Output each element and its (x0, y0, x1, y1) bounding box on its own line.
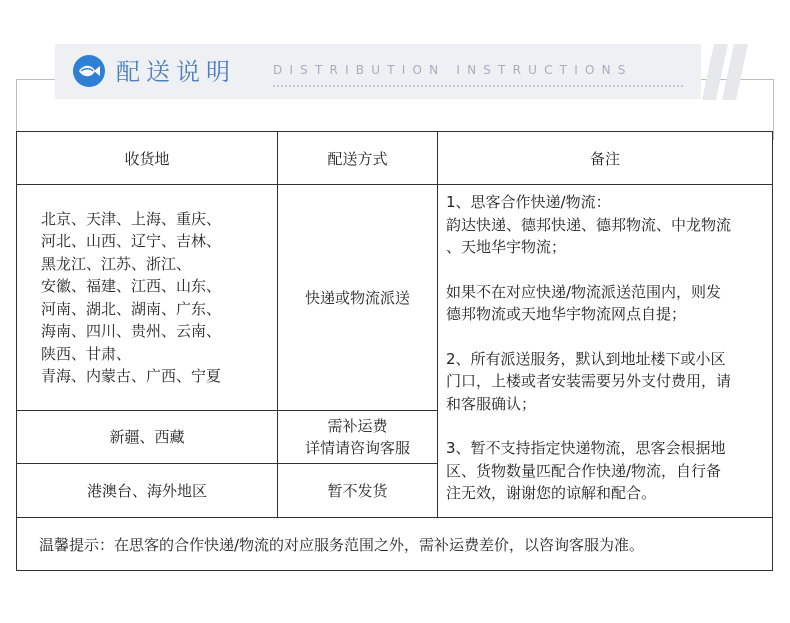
note-block (446, 281, 772, 326)
note-line: 注无效，谢谢您的谅解和配合。 (446, 484, 657, 502)
warm-tip: 温馨提示：在思客的合作快递/物流的对应服务范围之外，需补运费差价，以咨询客服为准。 (17, 518, 773, 571)
region-line: 新疆、西藏 (109, 428, 185, 446)
region-line: 青海、内蒙古、广西、宁夏 (41, 367, 222, 385)
distribution-table (16, 131, 773, 571)
note-line: 3、暂不支持指定快递物流，思客会根据地 (446, 439, 726, 457)
method-line: 暂不发货 (327, 481, 388, 500)
method-cell (278, 464, 438, 518)
page-subtitle: DISTRIBUTION INSTRUCTIONS (273, 63, 633, 77)
region-line: 港澳台、海外地区 (86, 481, 207, 500)
region-cell (17, 411, 278, 464)
note-block (446, 191, 772, 259)
note-line: 区、货物数量匹配合作快递/物流，自行备 (446, 461, 722, 480)
notes-cell (438, 185, 773, 518)
fish-logo-icon (73, 55, 105, 87)
note-line: 、天地华宇物流； (446, 238, 567, 256)
dotted-divider (273, 85, 683, 87)
column-header-notes: 备注 (438, 132, 773, 185)
note-line: 和客服确认； (446, 394, 537, 413)
note-line: 2、所有派送服务，默认到地址楼下或小区 (446, 349, 726, 368)
method-cell (278, 185, 438, 411)
region-line: 河南、湖北、湖南、广东、 (41, 299, 222, 318)
region-line: 河北、山西、辽宁、吉林、 (41, 232, 222, 250)
note-line: 如果不在对应快递/物流派送范围内，则发 (446, 282, 722, 301)
region-line: 黑龙江、江苏、浙江、 (41, 254, 192, 273)
note-line: 1、思客合作快递/物流： (446, 193, 611, 211)
method-cell (278, 411, 438, 464)
page-title: 配送说明 (116, 58, 236, 86)
note-block (446, 348, 772, 416)
method-line: 详情请咨询客服 (304, 439, 410, 457)
note-line: 门口，上楼或者安装需要另外支付费用，请 (446, 372, 732, 390)
region-cell (17, 185, 278, 411)
note-line: 德邦物流或天地华宇物流网点自提； (446, 305, 687, 323)
region-line: 北京、天津、上海、重庆、 (41, 209, 222, 228)
note-line: 韵达快递、德邦快递、德邦物流、中龙物流 (446, 215, 732, 234)
region-line: 陕西、甘肃、 (41, 344, 132, 363)
table-header-row (17, 132, 773, 185)
table-row (17, 185, 773, 411)
column-header-region: 收货地 (17, 132, 278, 185)
column-header-method: 配送方式 (278, 132, 438, 185)
region-line: 海南、四川、贵州、云南、 (41, 322, 222, 340)
region-line: 安徽、福建、江西、山东、 (41, 277, 222, 295)
method-line: 快递或物流派送 (304, 288, 410, 307)
note-block (446, 437, 772, 505)
tip-row (17, 518, 773, 571)
method-line: 需补运费 (327, 417, 388, 435)
region-cell (17, 464, 278, 518)
